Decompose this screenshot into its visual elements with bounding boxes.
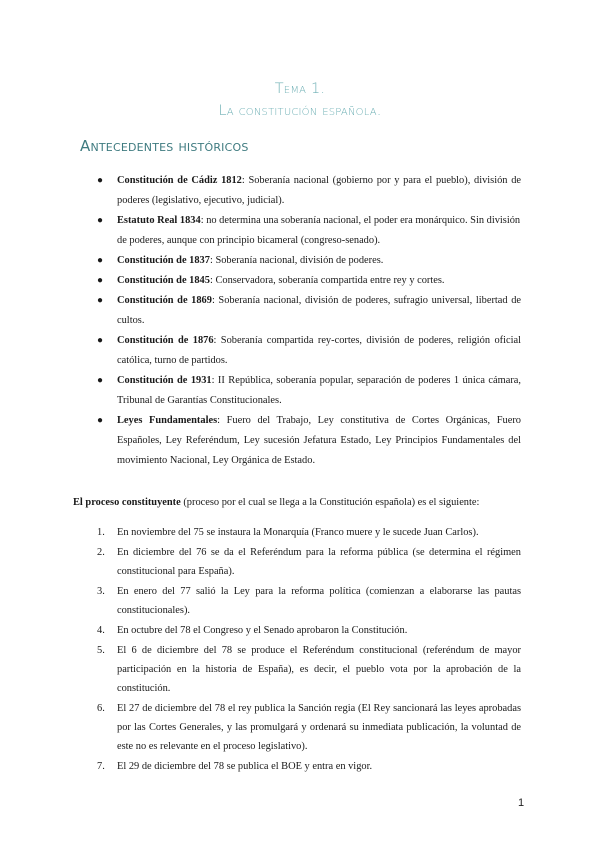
list-item [97, 331, 521, 371]
bullet-icon: ● [97, 175, 104, 186]
item-term: Constitución de 1845 [117, 275, 210, 286]
item-term: Constitución de 1869 [117, 295, 212, 306]
item-text: : Fuero del Trabajo, Ley constitutiva de Cortes Orgánicas, Fuero Españoles, Ley Referéndum, Ley sucesión Jefatura Estado, Ley Principios Fundamentales del movimiento Nacional, Ley Orgánica de Estado. [117, 415, 521, 466]
item-text: : Soberanía nacional, división de poderes. [209, 255, 384, 266]
proceso-text: (proceso por el cual se llega a la Constitución española) es el siguiente: [180, 497, 480, 508]
item-term: Constitución de 1876 [117, 335, 214, 346]
item-text: : Soberanía nacional, división de poderes, sufragio universal, libertad de cultos. [117, 295, 522, 326]
step-item [97, 582, 521, 620]
step-text: En diciembre del 76 se da el Referéndum para la reforma pública (se determina el régimen constitucional para España). [117, 547, 521, 577]
list-item [97, 171, 521, 211]
item-term: Constitución de 1837 [117, 255, 210, 266]
list-item [97, 371, 521, 411]
item-text: : Conservadora, soberanía compartida entre rey y cortes. [209, 275, 445, 286]
proceso-paragraph [73, 494, 523, 512]
list-item [97, 411, 521, 471]
proceso-term: El proceso constituyente [73, 497, 181, 508]
proceso-steps-list [97, 523, 521, 777]
bullet-icon: ● [97, 335, 104, 346]
bullet-icon: ● [97, 375, 104, 386]
item-term: Estatuto Real 1834 [117, 215, 201, 226]
step-text: El 27 de diciembre del 78 el rey publica la Sanción regia (El Rey sancionará las leyes aprobadas por las Cortes Generales, y las promulgará y ordenará su inmediata publicación, la voluntad de este no es relevante en el proceso legislativo). [117, 703, 521, 752]
bullet-icon: ● [97, 215, 104, 226]
step-number: 6. [97, 703, 105, 714]
step-text: En noviembre del 75 se instaura la Monarquía (Franco muere y le sucede Juan Carlos). [117, 527, 479, 538]
step-text: El 6 de diciembre del 78 se produce el Referéndum constitucional (referéndum de mayor participación en la historia de España), es decir, el pueblo vota por la aprobación de la constitución. [117, 645, 521, 694]
document-title [0, 78, 600, 122]
item-text: : II República, soberanía popular, separación de poderes 1 única cámara, Tribunal de Garantías Constitucionales. [117, 375, 521, 406]
step-number: 5. [97, 645, 105, 656]
step-text: En octubre del 78 el Congreso y el Senado aprobaron la Constitución. [117, 625, 408, 636]
item-text: : Soberanía compartida rey-cortes, división de poderes, religión oficial católica, turno de partidos. [117, 335, 521, 366]
step-item [97, 757, 521, 776]
step-item [97, 621, 521, 640]
page-number: 1 [518, 797, 525, 809]
step-text: En enero del 77 salió la Ley para la reforma política (comienzan a elaborarse las pautas constitucionales). [117, 586, 521, 616]
section-heading: Antecedentes históricos [80, 137, 249, 155]
bullet-icon: ● [97, 415, 104, 426]
step-number: 2. [97, 547, 105, 558]
list-item [97, 211, 521, 251]
item-term: Leyes Fundamentales [117, 415, 218, 426]
step-text: El 29 de diciembre del 78 se publica el BOE y entra en vigor. [117, 761, 373, 772]
step-item [97, 641, 521, 698]
list-item [97, 271, 521, 291]
step-number: 1. [97, 527, 105, 538]
item-term: Constitución de 1931 [117, 375, 212, 386]
item-text: : Soberanía nacional (gobierno por y para el pueblo), división de poderes (legislativo, ejecutivo, judicial). [117, 175, 521, 206]
title-line-1: Tema 1. [274, 81, 326, 97]
list-item [97, 251, 521, 271]
item-term: Constitución de Cádiz 1812 [117, 175, 242, 186]
list-item [97, 291, 521, 331]
step-number: 3. [97, 586, 105, 597]
bullet-icon: ● [97, 255, 104, 266]
antecedentes-list [97, 171, 521, 471]
step-item [97, 543, 521, 581]
step-item [97, 699, 521, 756]
step-number: 4. [97, 625, 105, 636]
item-text: : no determina una soberanía nacional, el poder era monárquico. Sin división de poderes, aunque con principio bicameral (congreso-senado). [117, 215, 521, 246]
step-item [97, 523, 521, 542]
title-line-2: La constitución española. [218, 103, 382, 119]
bullet-icon: ● [97, 295, 104, 306]
bullet-icon: ● [97, 275, 104, 286]
step-number: 7. [97, 761, 105, 772]
